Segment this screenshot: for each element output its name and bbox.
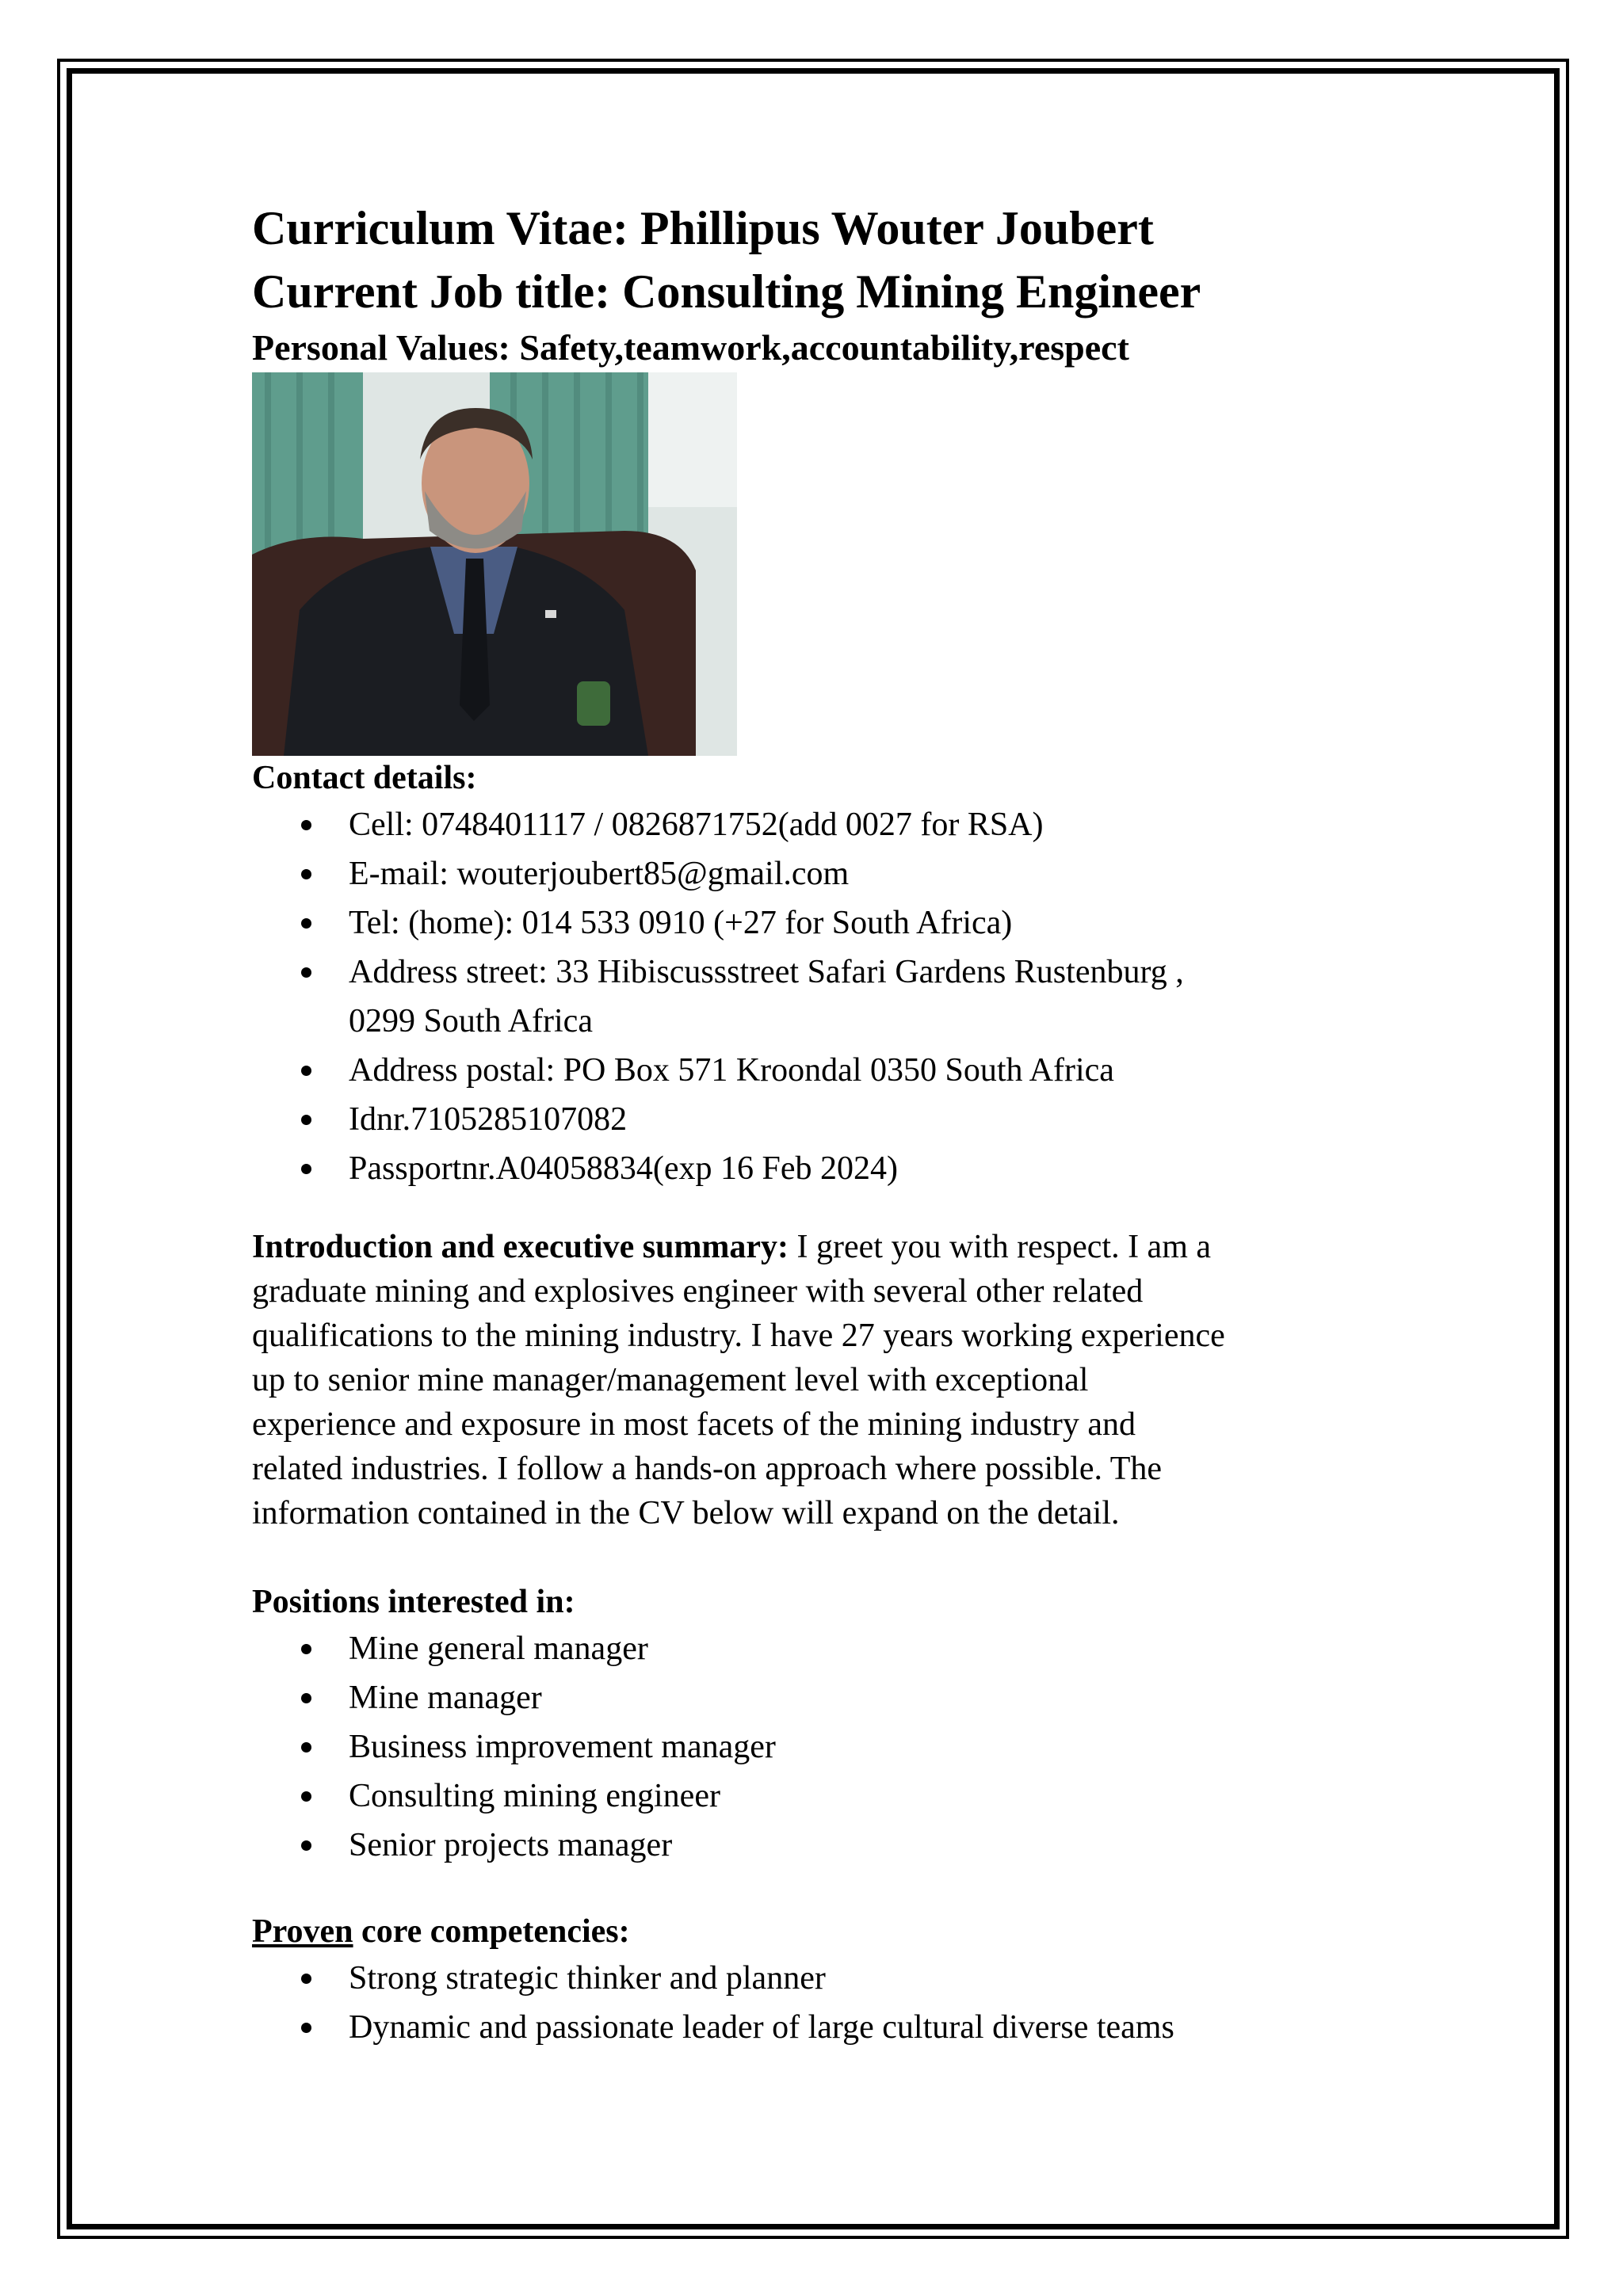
contact-list (252, 800, 1377, 1193)
current-job-title: Current Job title: Consulting Mining Engineer (252, 265, 1201, 318)
contact-passport-text: Passportnr.A04058834(exp 16 Feb 2024) (349, 1150, 898, 1187)
bullet-icon (301, 2023, 311, 2033)
contact-cell (252, 800, 1377, 849)
cv-content (252, 196, 1377, 2052)
positions-list (252, 1624, 1377, 1870)
contact-address-street-text: Address street: 33 Hibiscussstreet Safari Gardens Rustenburg , (349, 954, 1184, 990)
position-text: Senior projects manager (349, 1827, 673, 1863)
introduction-line-4: up to senior mine manager/management level with exceptional (252, 1362, 1089, 1398)
list-item (252, 1624, 1377, 1673)
list-item (252, 1722, 1377, 1772)
contact-heading: Contact details: (252, 760, 477, 796)
positions-heading: Positions interested in: (252, 1584, 575, 1620)
bullet-icon (301, 1693, 311, 1703)
contact-cell-text: Cell: 0748401117 / 0826871752(add 0027 for RSA) (349, 807, 1044, 843)
competencies-heading-underlined: Proven (252, 1913, 353, 1950)
bullet-icon (301, 869, 311, 879)
competencies-list (252, 1954, 1377, 2052)
photo-badge (577, 681, 610, 726)
bullet-icon (301, 967, 311, 978)
bullet-icon (301, 1644, 311, 1654)
introduction-line-3: qualifications to the mining industry. I have 27 years working experience (252, 1318, 1225, 1354)
position-text: Consulting mining engineer (349, 1778, 720, 1814)
contact-idnr (252, 1095, 1377, 1144)
contact-tel-text: Tel: (home): 014 533 0910 (+27 for South Africa) (349, 905, 1013, 941)
introduction-line-2: graduate mining and explosives engineer with several other related (252, 1273, 1144, 1310)
position-text: Mine manager (349, 1680, 542, 1716)
introduction-heading: Introduction and executive summary: (252, 1229, 789, 1265)
position-text: Business improvement manager (349, 1729, 776, 1765)
bullet-icon (301, 1066, 311, 1076)
contact-idnr-text: Idnr.7105285107082 (349, 1101, 628, 1138)
bullet-icon (301, 1791, 311, 1802)
profile-photo (252, 372, 737, 756)
photo-pin (545, 610, 556, 618)
position-text: Mine general manager (349, 1630, 648, 1667)
introduction-line-7: information contained in the CV below will expand on the detail. (252, 1495, 1120, 1531)
cv-title: Curriculum Vitae: Phillipus Wouter Joubert (252, 202, 1154, 254)
contact-tel (252, 898, 1377, 948)
bullet-icon (301, 1115, 311, 1125)
introduction-line-5: experience and exposure in most facets of the mining industry and (252, 1406, 1136, 1443)
bullet-icon (301, 820, 311, 830)
list-item (252, 1954, 1377, 2003)
bullet-icon (301, 1840, 311, 1851)
list-item (252, 2003, 1377, 2052)
contact-passport (252, 1144, 1377, 1193)
contact-address-street-text-2: 0299 South Africa (349, 1003, 593, 1039)
contact-email (252, 849, 1377, 898)
list-item (252, 1772, 1377, 1821)
bullet-icon (301, 1742, 311, 1753)
bullet-icon (301, 1974, 311, 1984)
contact-address-postal (252, 1046, 1377, 1095)
competency-text: Strong strategic thinker and planner (349, 1960, 826, 1997)
personal-values: Personal Values: Safety,teamwork,accountability,respect (252, 327, 1129, 368)
introduction-line-6: related industries. I follow a hands-on approach where possible. The (252, 1451, 1163, 1487)
bullet-icon (301, 918, 311, 929)
introduction-line-1: I greet you with respect. I am a (789, 1229, 1212, 1265)
contact-address-postal-text: Address postal: PO Box 571 Kroondal 0350 South Africa (349, 1052, 1114, 1089)
competencies-heading (252, 1909, 1377, 1954)
photo-window (648, 372, 737, 507)
competencies-heading-rest: core competencies: (353, 1913, 630, 1950)
list-item (252, 1673, 1377, 1722)
contact-address-street (252, 948, 1377, 1046)
list-item (252, 1821, 1377, 1870)
contact-email-text: E-mail: wouterjoubert85@gmail.com (349, 856, 850, 892)
introduction-paragraph (252, 1225, 1377, 1535)
bullet-icon (301, 1164, 311, 1174)
competency-text: Dynamic and passionate leader of large cultural diverse teams (349, 2009, 1174, 2046)
